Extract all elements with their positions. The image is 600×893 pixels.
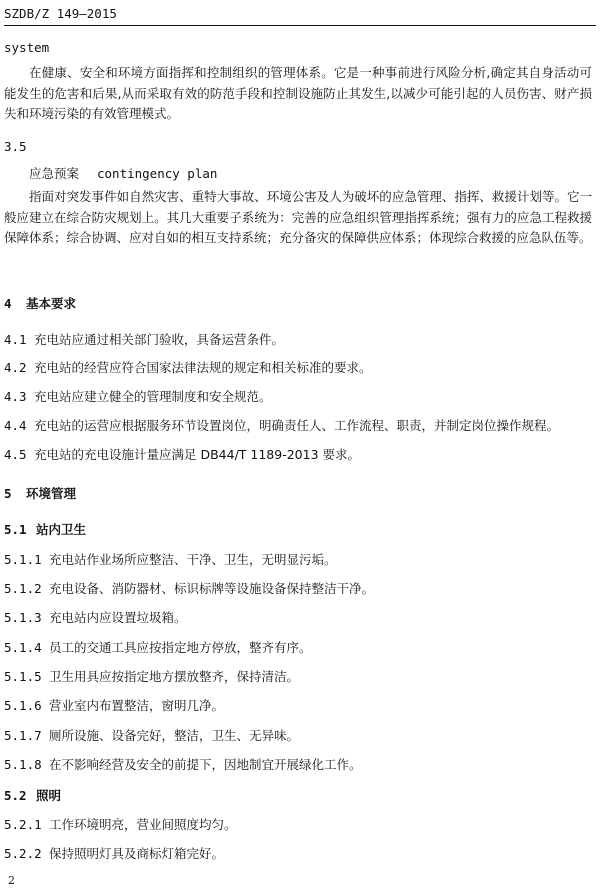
clause-5-1-8: 5.1.8 在不影响经营及安全的前提下，因地制宜开展绿化工作。 — [4, 757, 362, 772]
term-title — [29, 164, 600, 182]
subsection-heading-5-1: 5.1 站内卫生 — [4, 522, 87, 537]
clause-5-1-6: 5.1.6 营业室内布置整洁，窗明几净。 — [4, 698, 225, 713]
clause-5-1-4: 5.1.4 员工的交通工具应按指定地方停放，整齐有序。 — [4, 640, 312, 655]
doc-code: SZDB/Z 149—2015 — [4, 6, 117, 21]
term-chinese: 应急预案 — [29, 166, 80, 181]
term-english: contingency plan — [97, 166, 218, 181]
term-number: 3.5 — [4, 139, 27, 154]
clause-4-2: 4.2 充电站的经营应符合国家法律法规的规定和相关标准的要求。 — [4, 360, 372, 375]
clause-4-3: 4.3 充电站应建立健全的管理制度和安全规范。 — [4, 389, 272, 404]
clause-5-1-2: 5.1.2 充电设备、消防器材、标识标牌等设施设备保持整洁干净。 — [4, 581, 375, 596]
clause-5-1-5: 5.1.5 卫生用具应按指定地方摆放整齐，保持清洁。 — [4, 669, 300, 684]
clause-5-1-7: 5.1.7 厕所设施、设备完好，整洁，卫生、无异味。 — [4, 728, 300, 743]
term-definition: 在健康、安全和环境方面指挥和控制组织的管理体系。它是一种事前进行风险分析,确定其自身活动可能发生的危害和后果,从而采取有效的防范手段和控制设施防止其发生,以减少可能引起的人员伤害、财产损失和环境污染的有效管理模式。 — [4, 65, 592, 121]
subsection-heading-5-2: 5.2 照明 — [4, 788, 62, 803]
section-heading-4: 4 基本要求 — [4, 296, 77, 311]
clause-4-5: 4.5 充电站的充电设施计量应满足 DB44/T 1189-2013 要求。 — [4, 447, 361, 462]
term-definition-3-5: 指面对突发事件如自然灾害、重特大事故、环境公害及人为破坏的应急管理、指挥、救援计划等。它一般应建立在综合防灾规划上。其几大重要子系统为：完善的应急组织管理指挥系统；强有力的应急工程救援保障体系；综合协调、应对自如的相互支持系统；充分备灾的保障供应体系；体现综合救援的应急队伍等。 — [4, 189, 592, 245]
document-header — [4, 6, 596, 26]
clause-4-1: 4.1 充电站应通过相关部门验收，具备运营条件。 — [4, 332, 285, 347]
clause-5-1-3: 5.1.3 充电站内应设置垃圾箱。 — [4, 610, 187, 625]
page-number: 2 — [8, 874, 15, 887]
section-heading-5: 5 环境管理 — [4, 486, 77, 501]
term-english-tail: system — [4, 40, 50, 55]
clause-5-2-2: 5.2.2 保持照明灯具及商标灯箱完好。 — [4, 846, 225, 861]
clause-5-1-1: 5.1.1 充电站作业场所应整洁、干净、卫生，无明显污垢。 — [4, 552, 337, 567]
clause-4-4: 4.4 充电站的运营应根据服务环节设置岗位，明确责任人、工作流程、职责，并制定岗位操作规程。 — [4, 418, 560, 433]
clause-5-2-1: 5.2.1 工作环境明亮，营业间照度均匀。 — [4, 817, 237, 832]
